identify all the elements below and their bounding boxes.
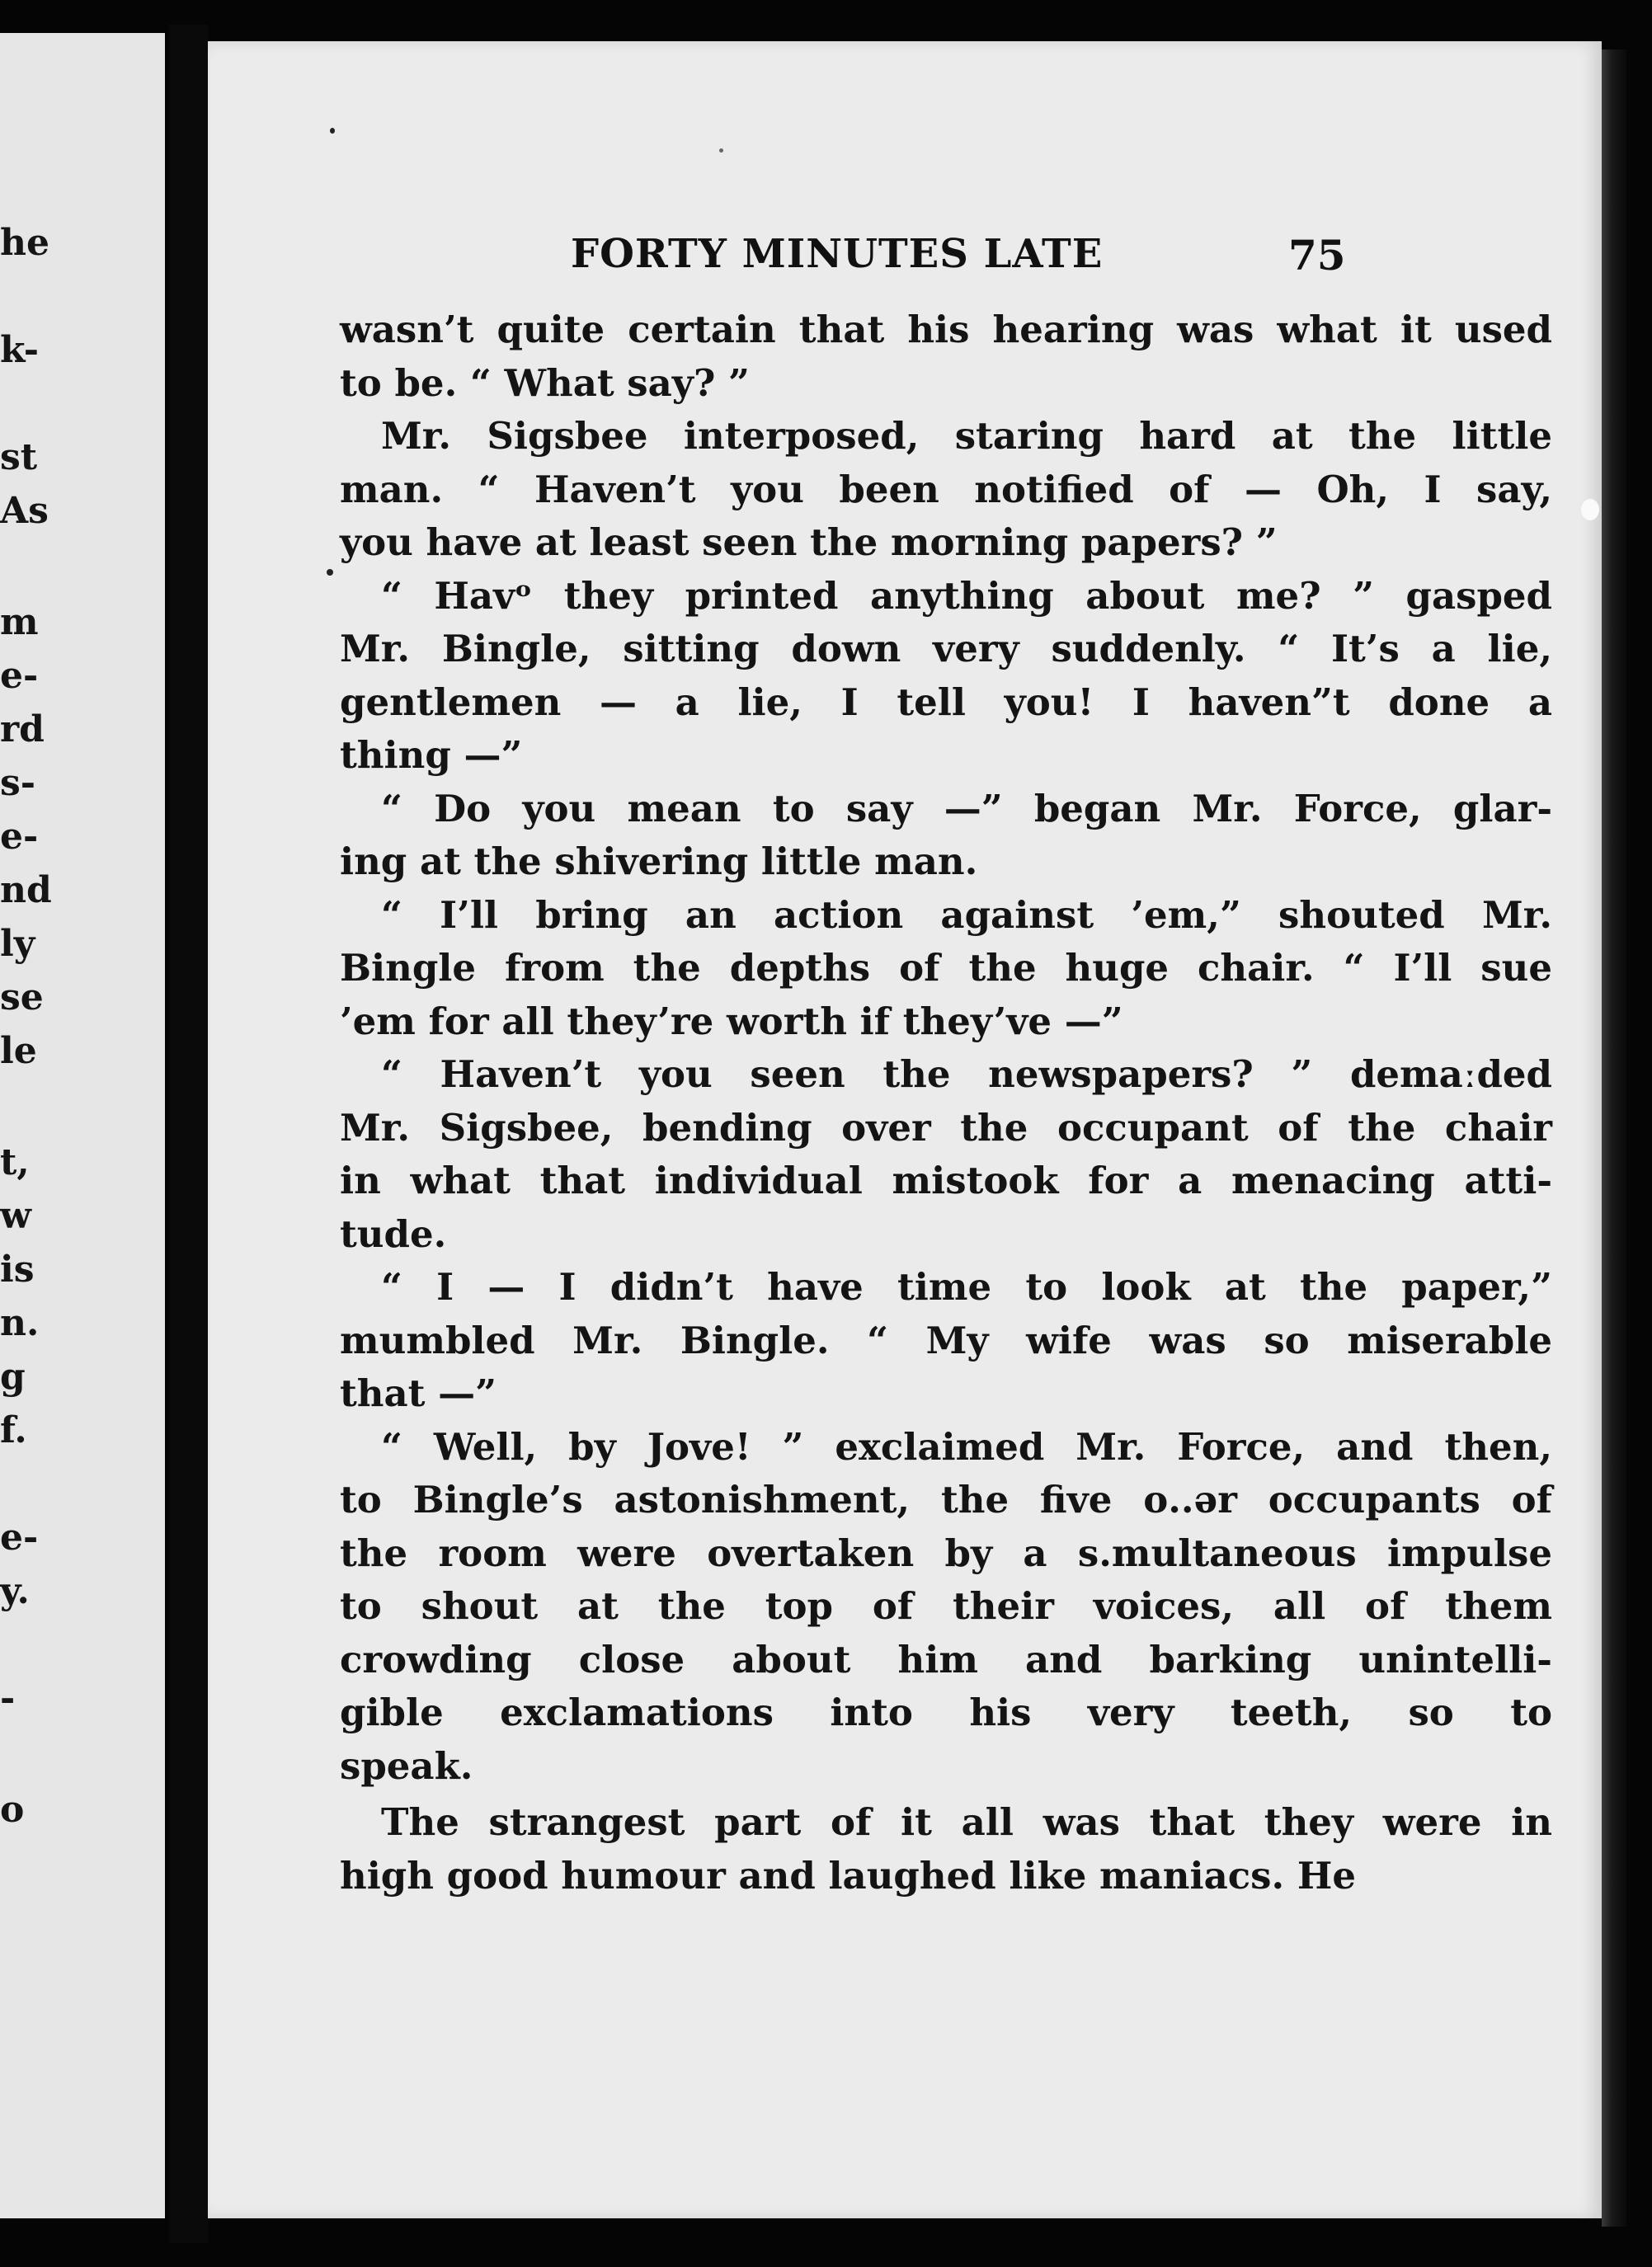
scan-speck [1581, 499, 1599, 520]
text-line: speak. [340, 1743, 473, 1788]
left-page-text-fragment: le [0, 1030, 37, 1072]
text-line: “ Do you mean to say —” began Mr. Force, glar- [381, 786, 1552, 830]
text-line: that —” [340, 1371, 497, 1415]
left-facing-page [0, 33, 165, 2218]
text-line: wasn’t quite certain that his hearing was what it used [340, 308, 1552, 351]
left-page-text-fragment: e- [0, 655, 39, 697]
paragraph [340, 889, 1552, 1049]
paragraph [340, 783, 1552, 889]
left-page-text-fragment: se [0, 976, 44, 1018]
text-line: “ Well, by Jove! ” exclaimed Mr. Force, and then, [381, 1424, 1552, 1469]
scan-speck [327, 569, 333, 576]
page-edge [1602, 49, 1626, 2227]
body-text [340, 303, 1552, 1902]
text-line: “ I’ll bring an action against ’em,” shouted Mr. [381, 892, 1552, 937]
text-line: Mr. Bingle, sitting down very suddenly. “ It’s a lie, [340, 627, 1552, 670]
left-page-text-fragment: s- [0, 762, 36, 804]
left-page-text-fragment: ly [0, 923, 35, 965]
paragraph [340, 570, 1552, 783]
text-line: tude. [340, 1211, 447, 1256]
left-page-text-fragment: w [0, 1195, 31, 1237]
text-line: mumbled Mr. Bingle. “ My wife was so miserable [340, 1318, 1552, 1362]
left-page-text-fragment: t, [0, 1141, 30, 1183]
text-line: The strangest part of it all was that they were in [381, 1800, 1552, 1844]
text-line: “ Haven’t you seen the newspapers? ” demaːded [381, 1052, 1552, 1096]
left-page-text-fragment: is [0, 1249, 35, 1291]
left-page-text-fragment: st [0, 436, 38, 478]
page-number: 75 [1288, 231, 1346, 280]
text-line: Mr. Sigsbee, bending over the occupant of the chair [340, 1105, 1552, 1150]
left-page-text-fragment: As [0, 490, 49, 532]
text-line: gible exclamations into his very teeth, so to [340, 1691, 1552, 1734]
left-page-text-fragment: y. [0, 1570, 30, 1612]
text-line: Mr. Sigsbee interposed, staring hard at the little [381, 414, 1552, 458]
left-page-text-fragment: - [0, 1677, 16, 1719]
paragraph [340, 1421, 1552, 1794]
text-line: “ I — I didn’t have time to look at the paper,” [381, 1265, 1552, 1309]
text-line: “ Havᵒ they printed anything about me? ” gasped [381, 573, 1552, 618]
left-page-text-fragment: k- [0, 329, 39, 371]
text-line: gentlemen — a lie, I tell you! I haven”t done a [340, 680, 1552, 724]
paragraph [340, 410, 1552, 570]
scan-speck [719, 148, 723, 153]
text-line: to shout at the top of their voices, all of them [340, 1584, 1552, 1628]
text-line: ing at the shivering little man. [340, 840, 978, 883]
left-page-text-fragment: e- [0, 1517, 39, 1559]
text-line: Bingle from the depths of the huge chair. “ I’ll sue [340, 946, 1552, 990]
book-gutter [169, 25, 209, 2243]
text-line: you have at least seen the morning papers? ” [340, 520, 1278, 564]
left-page-text-fragment: n. [0, 1302, 40, 1344]
left-page-text-fragment: he [0, 222, 49, 264]
text-line: high good humour and laughed like maniacs. He [340, 1853, 1356, 1898]
paragraph [340, 1261, 1552, 1421]
scan-speck [330, 128, 335, 134]
text-line: crowding close about him and barking unintelli- [340, 1637, 1552, 1681]
paragraph [340, 1796, 1552, 1902]
left-page-text-fragment: f. [0, 1409, 27, 1451]
left-page-text-fragment: rd [0, 708, 45, 750]
paragraph [340, 1048, 1552, 1261]
running-head [208, 231, 1602, 280]
text-line: in what that individual mistook for a menacing atti- [340, 1159, 1552, 1202]
book-page [208, 41, 1602, 2218]
left-page-text-fragment: e- [0, 816, 39, 858]
paragraph [340, 303, 1552, 410]
text-line: ’em for all they’re worth if they’ve —” [340, 999, 1123, 1043]
text-line: thing —” [340, 733, 523, 777]
text-line: to be. “ What say? ” [340, 360, 750, 405]
left-page-text-fragment: g [0, 1356, 26, 1398]
text-line: to Bingle’s astonishment, the five o․․ər occupants of [340, 1478, 1552, 1522]
left-page-text-fragment: nd [0, 869, 52, 911]
text-line: man. “ Haven’t you been notified of — Oh, I say, [340, 467, 1552, 511]
running-head-title: FORTY MINUTES LATE [571, 231, 1104, 277]
left-page-text-fragment: m [0, 601, 39, 643]
text-line: the room were overtaken by a s․multaneous impulse [340, 1531, 1552, 1575]
left-page-text-fragment: o [0, 1789, 25, 1831]
